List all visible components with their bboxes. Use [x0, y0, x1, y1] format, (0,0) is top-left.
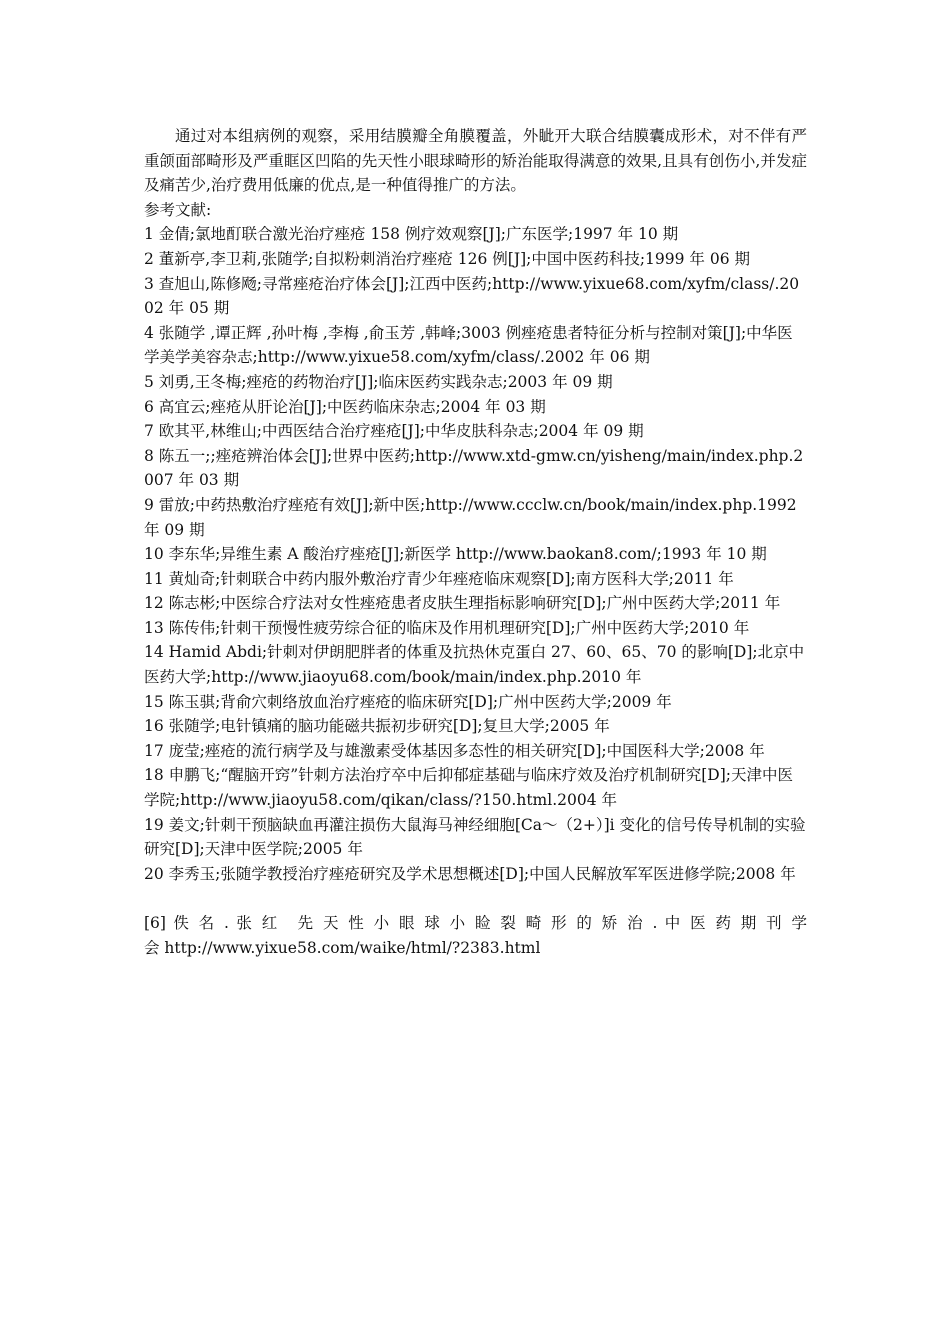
reference-item-9: 9 雷放;中药热敷治疗痤疮有效[J];新中医;http://www.ccclw.cn/book/main/index.php.1992 年 09 期: [144, 495, 797, 539]
reference-item-5: 5 刘勇,王冬梅;痤疮的药物治疗[J];临床医药实践杂志;2003 年 09 期: [144, 372, 613, 391]
conclusion-paragraph: 通过对本组病例的观察，采用结膜瓣全角膜覆盖，外眦开大联合结膜囊成形术，对不伴有严重颌面部畸形及严重眶区凹陷的先天性小眼球畸形的矫治能取得满意的效果,且具有创伤小,并发症及痛苦少,治疗费用低廉的优点,是一种值得推广的方法。: [144, 127, 807, 195]
blank-line: [144, 886, 807, 911]
reference-item-19: 19 姜文;针刺干预脑缺血再灌注损伤大鼠海马神经细胞[Ca～（2+）]i 变化的信号传导机制的实验研究[D];天津中医学院;2005 年: [144, 815, 806, 859]
reference-item-15: 15 陈玉骐;背俞穴刺络放血治疗痤疮的临床研究[D];广州中医药大学;2009 年: [144, 692, 672, 711]
reference-list: [144, 222, 807, 886]
reference-item-8: 8 陈五一;;痤疮辨治体会[J];世界中医药;http://www.xtd-gmw.cn/yisheng/main/index.php.2007 年 03 期: [144, 446, 804, 490]
reference-item-3: 3 查旭山,陈修飏;寻常痤疮治疗体会[J];江西中医药;http://www.yixue68.com/xyfm/class/.2002 年 05 期: [144, 274, 800, 318]
reference-item-17: 17 庞莹;痤疮的流行病学及与雄激素受体基因多态性的相关研究[D];中国医科大学;2008 年: [144, 741, 765, 760]
reference-item-1: 1 金倩;氯地酊联合激光治疗痤疮 158 例疗效观察[J];广东医学;1997 年 10 期: [144, 225, 679, 244]
references-heading: 参考文献:: [144, 200, 212, 219]
reference-item-18: 18 申鹏飞;“醒脑开窍”针刺方法治疗卒中后抑郁症基础与临床疗效及治疗机制研究[D];天津中医学院;http://www.jiaoyu58.com/qikan/class/?150.html.2004 年: [144, 766, 793, 810]
extra-reference-line-2: 会 http://www.yixue58.com/waike/html/?2383.html: [144, 938, 541, 957]
reference-item-4: 4 张随学 ,谭正辉 ,孙叶梅 ,李梅 ,俞玉芳 ,韩峰;3003 例痤疮患者特征分析与控制对策[J];中华医学美学美容杂志;http://www.yixue58.com/xyfm/class/.2002 年 06 期: [144, 323, 793, 367]
reference-item-2: 2 董新亭,李卫莉,张随学;自拟粉刺消治疗痤疮 126 例[J];中国中医药科技;1999 年 06 期: [144, 249, 751, 268]
reference-item-11: 11 黄灿奇;针刺联合中药内服外敷治疗青少年痤疮临床观察[D];南方医科大学;2011 年: [144, 569, 734, 588]
document-page: [144, 124, 807, 960]
reference-item-16: 16 张随学;电针镇痛的脑功能磁共振初步研究[D];复旦大学;2005 年: [144, 717, 610, 736]
reference-item-13: 13 陈传伟;针刺干预慢性疲劳综合征的临床及作用机理研究[D];广州中医药大学;2010 年: [144, 618, 750, 637]
reference-item-14: 14 Hamid Abdi;针刺对伊朗肥胖者的体重及抗热休克蛋白 27、60、65、70 的影响[D];北京中医药大学;http://www.jiaoyu68.com/book/main/index.php.2010 年: [144, 643, 805, 687]
reference-item-7: 7 欧其平,林维山;中西医结合治疗痤疮[J];中华皮肤科杂志;2004 年 09 期: [144, 422, 644, 441]
reference-item-10: 10 李东华;异维生素 A 酸治疗痤疮[J];新医学 http://www.baokan8.com/;1993 年 10 期: [144, 545, 767, 564]
reference-item-12: 12 陈志彬;中医综合疗法对女性痤疮患者皮肤生理指标影响研究[D];广州中医药大学;2011 年: [144, 594, 781, 613]
reference-item-6: 6 高宜云;痤疮从肝论治[J];中医药临床杂志;2004 年 03 期: [144, 397, 546, 416]
reference-item-20: 20 李秀玉;张随学教授治疗痤疮研究及学术思想概述[D];中国人民解放军军医进修学院;2008 年: [144, 864, 796, 883]
extra-reference-line-1: [6] 佚 名 . 张 红 先 天 性 小 眼 球 小 睑 裂 畸 形 的 矫 治 . 中 医 药 期 刊 学: [144, 914, 807, 932]
